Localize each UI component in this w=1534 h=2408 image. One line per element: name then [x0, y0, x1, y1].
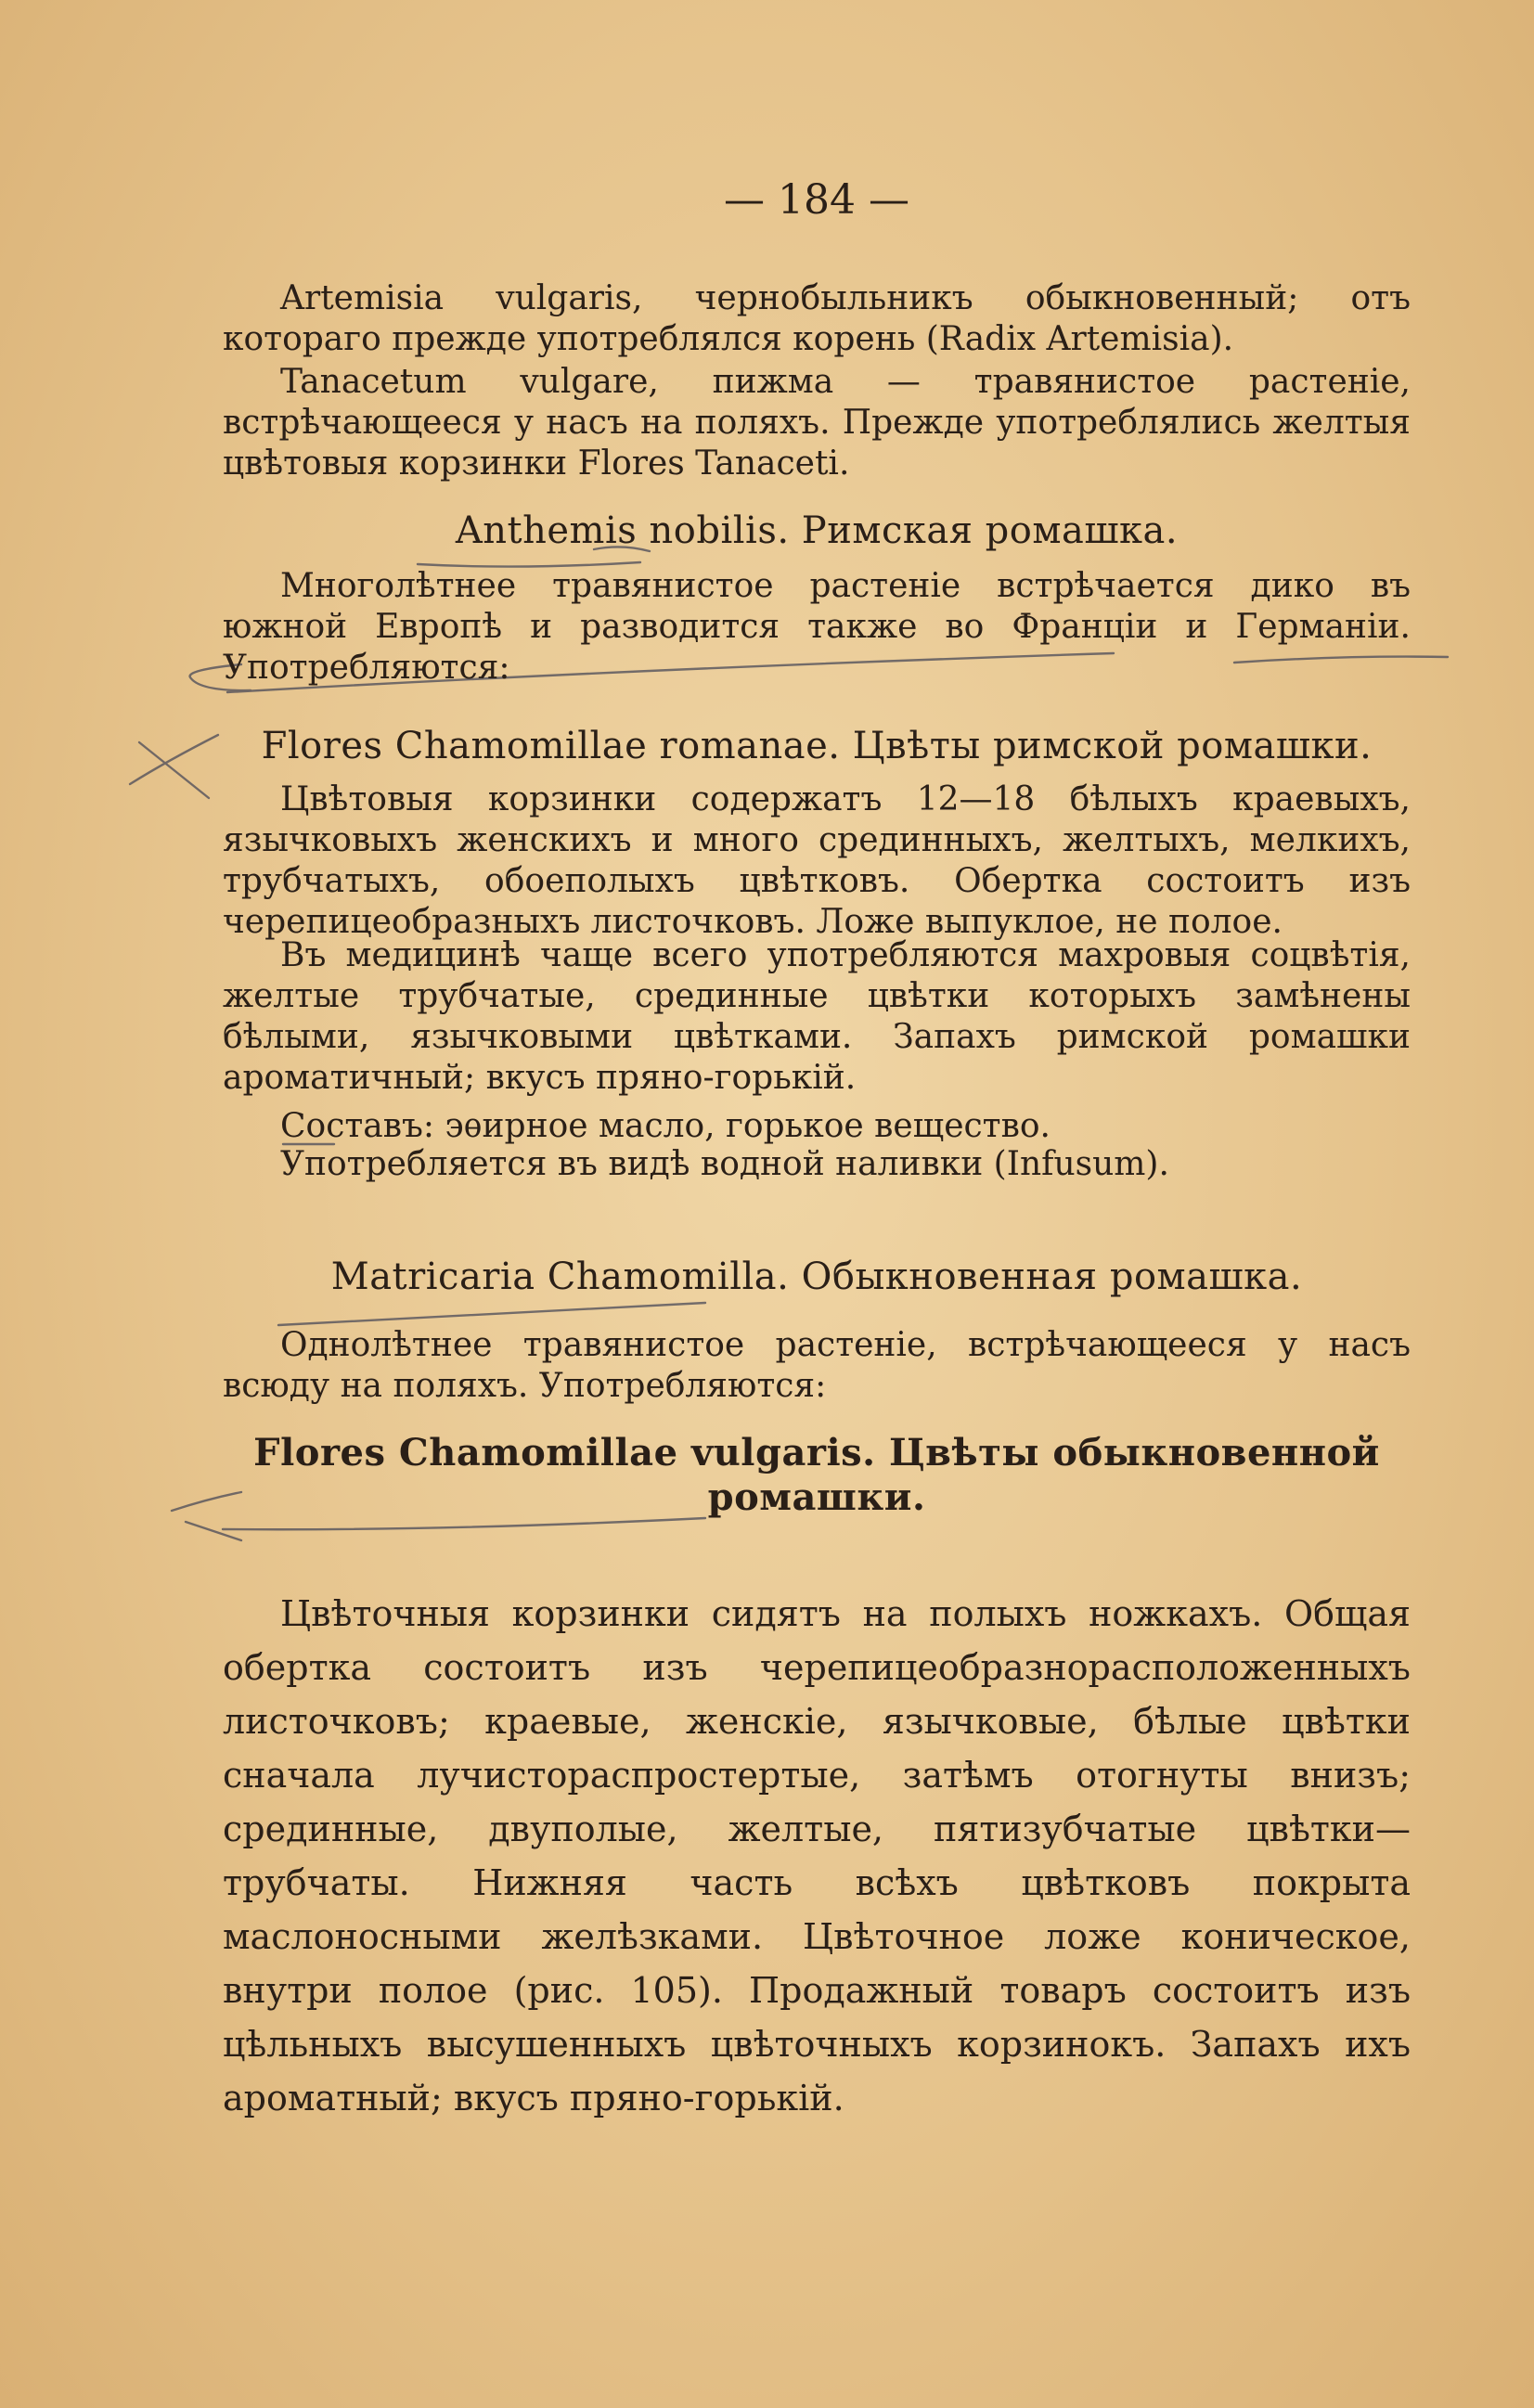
paragraph-roman-usage: Употребляется въ видѣ водной наливки (Infusum).: [280, 1145, 1169, 1183]
paragraph-vulgaris-description: Цвѣточныя корзинки сидятъ на полыхъ ножкахъ. Общая обертка состоитъ изъ черепицеобразнорасположенныхъ листочковъ; краевые, женскiе, язычковые, бѣлые цвѣтки сначала лучистораспростертые, затѣмъ отогнуты внизъ; срединные, двуполые, желтые, пятизубчатые цвѣтки—трубчаты. Нижняя часть всѣхъ цвѣтковъ покрыта маслоносными желѣзками. Цвѣточное ложе коническое, внутри полое (рис. 105). Продажный товаръ состоитъ изъ цѣльныхъ высушенныхъ цвѣточныхъ корзинокъ. Запахъ ихъ ароматный; вкусъ пряно-горькiй.: [223, 1593, 1411, 2118]
cross-mark-1: [130, 735, 218, 798]
page-body: [223, 176, 1411, 2311]
paragraph-anthemis-description: Многолѣтнее травянистое растенiе встрѣчается дико въ южной Европѣ и разводится также во Францiи и Германiи. Употребляются:: [223, 567, 1411, 687]
paragraph-roman-description-2: Въ медицинѣ чаще всего употребляются махровыя соцвѣтiя, желтые трубчатые, срединные цвѣтки которыхъ замѣнены бѣлыми, язычковыми цвѣтками. Запахъ римской ромашки ароматичный; вкусъ пряно-горькiй.: [223, 936, 1411, 1097]
paragraph-matricaria-description: Однолѣтнее травянистое растенiе, встрѣчающееся у насъ всюду на поляхъ. Употребляются:: [223, 1326, 1411, 1405]
paragraph-artemisia: Artemisia vulgaris, чернобыльникъ обыкновенный; отъ котораго прежде употреблялся корень (Radix Artemisia).: [223, 279, 1411, 358]
page-number: — 184 —: [724, 176, 909, 224]
paragraph-tanacetum: Tanacetum vulgare, пижма — травянистое растенiе, встрѣчающееся у насъ на поляхъ. Прежде употреблялись желтыя цвѣтовыя корзинки Flores Tanaceti.: [223, 363, 1411, 483]
heading-matricaria: Matricaria Chamomilla. Обыкновенная ромашка.: [330, 1256, 1303, 1298]
heading-anthemis: Anthemis nobilis. Римская ромашка.: [455, 509, 1179, 552]
heading-flores-vulgaris: Flores Chamomillae vulgaris. Цвѣты обыкновенной ромашки.: [253, 1431, 1380, 1519]
paragraph-roman-composition: Составъ: эѳирное масло, горькое вещество.: [280, 1107, 1051, 1145]
heading-flores-roman: Flores Chamomillae romanae. Цвѣты римской ромашки.: [261, 725, 1373, 767]
paragraph-roman-description-1: Цвѣтовыя корзинки содержатъ 12—18 бѣлыхъ краевыхъ, язычковыхъ женскихъ и много срединныхъ, желтыхъ, мелкихъ, трубчатыхъ, обоеполыхъ цвѣтковъ. Обертка состоитъ изъ черепицеобразныхъ листочковъ. Ложе выпуклое, не полое.: [223, 780, 1411, 941]
